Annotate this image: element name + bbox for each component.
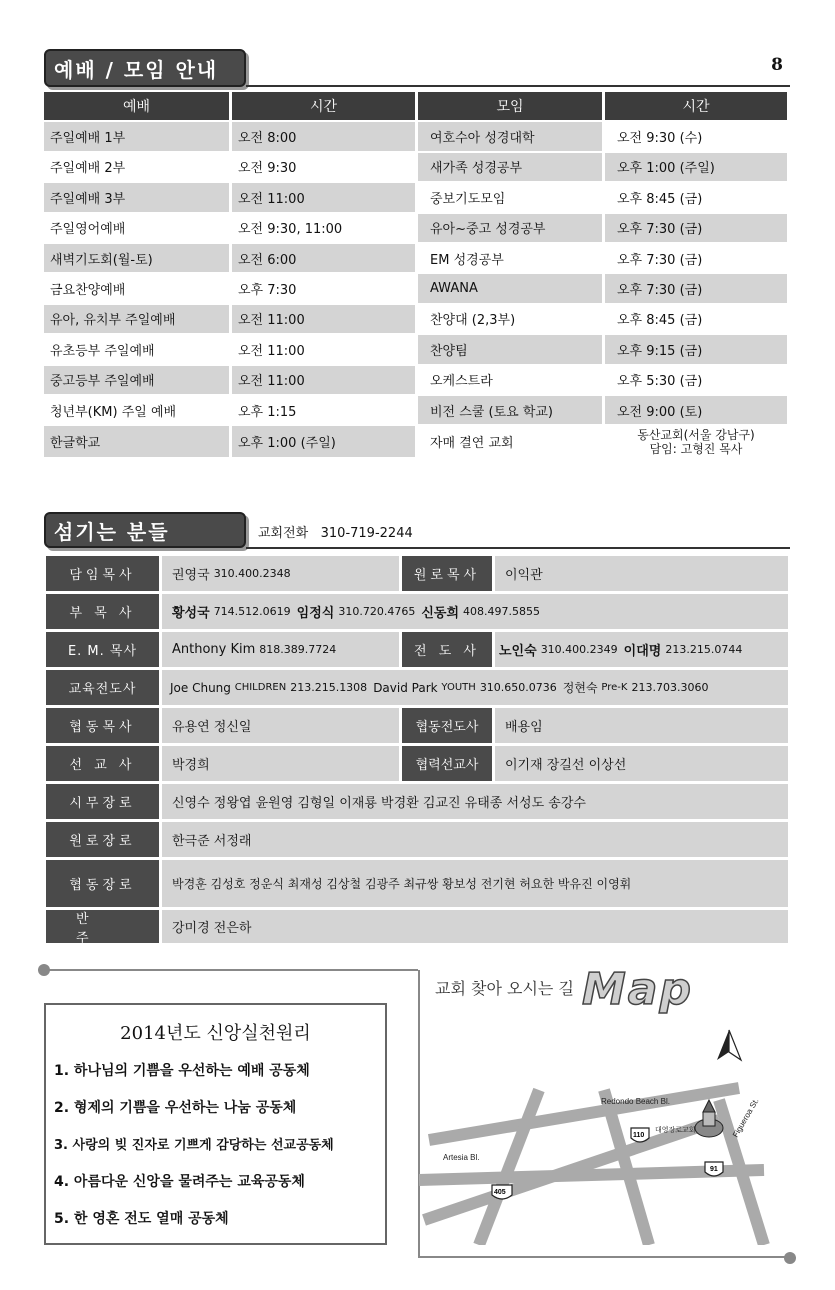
staff-label: 협동목사 [46, 708, 159, 743]
service-time: 오전 11:00 [232, 366, 415, 394]
north-arrow-icon [717, 1030, 741, 1060]
evangelist-2-tel: 213.215.0744 [665, 643, 743, 656]
service-time: 오전 8:00 [232, 122, 415, 150]
label-figueroa: Figueroa St. [730, 1096, 761, 1139]
meeting-name: 여호수아 성경대학 [418, 122, 602, 150]
staff-row [46, 632, 788, 667]
creed-list [46, 1051, 385, 1236]
staff-row [46, 822, 788, 857]
creed-item: 5. 한 영혼 전도 열매 공동체 [54, 1210, 229, 1227]
edu-1: Joe Chung [170, 680, 231, 695]
meeting-time: 오후 7:30 (금) [605, 274, 787, 302]
staff-label: 원로장로 [46, 822, 159, 857]
em-pastor-tel: 818.389.7724 [259, 643, 337, 656]
staff-value [162, 556, 399, 591]
evangelist-1: 노인숙 [499, 644, 537, 659]
header-meeting: 모임 [418, 92, 602, 120]
staff-value [162, 632, 399, 667]
service-time: 오전 11:00 [232, 305, 415, 333]
staff-row [46, 910, 788, 946]
connector-line [48, 969, 418, 971]
creed-title: 2014년도 신앙실천원리 [120, 1023, 311, 1044]
meeting-time: 오후 5:30 (금) [617, 374, 703, 390]
creed-item: 2. 형제의 기쁨을 우선하는 나눔 공동체 [54, 1099, 297, 1116]
staff-label: 선 교 사 [46, 746, 159, 781]
staff-label: E. M. 목사 [46, 632, 159, 667]
service-name: 중고등부 주일예배 [44, 366, 229, 394]
edu-1-tel: 213.215.1308 [290, 681, 368, 694]
service-name: 한글학교 [44, 426, 229, 457]
service-time: 오후 1:00 (주일) [232, 426, 415, 457]
header-meeting-time: 시간 [605, 92, 787, 120]
table-row [44, 305, 790, 335]
meeting-time: 오전 9:00 (토) [605, 396, 787, 424]
creed-box [44, 1003, 387, 1245]
service-time: 오후 1:15 [238, 404, 297, 420]
shield-110-label: 110 [633, 1132, 645, 1139]
assoc-pastor-1: 황성국 [172, 606, 210, 621]
staff-row [46, 860, 788, 907]
edu-2-tel: 310.650.0736 [479, 681, 557, 694]
staff-value [495, 632, 788, 667]
phone-number: 310-719-2244 [320, 526, 413, 541]
section-title-staff [44, 512, 246, 548]
service-name: 주일예배 2부 [50, 161, 126, 177]
meeting-name: 찬양대 (2,3부) [430, 313, 516, 329]
meeting-name: 찬양팀 [418, 335, 602, 363]
staff-value [162, 594, 788, 629]
edu-3: 정현숙 [562, 681, 598, 695]
service-name: 새벽기도회(월-토) [44, 244, 229, 272]
staff-row [46, 556, 788, 591]
staff-row [46, 746, 788, 781]
meeting-time [605, 426, 787, 457]
creed-item: 3. 사랑의 빚 진자로 기쁘게 감당하는 선교공동체 [54, 1138, 334, 1153]
assoc-pastor-3-tel: 408.497.5855 [463, 605, 541, 618]
service-name: 유아, 유치부 주일예배 [44, 305, 229, 333]
service-name: 주일예배 1부 [44, 122, 229, 150]
staff-label: 전 도 사 [402, 632, 492, 667]
meeting-name: 새가족 성경공부 [418, 153, 602, 181]
meeting-time: 오후 1:00 (주일) [605, 153, 787, 181]
label-artesia: Artesia Bl. [443, 1153, 480, 1162]
worship-schedule-table [44, 92, 790, 459]
edu-2: David Park [373, 680, 438, 695]
staff-row [46, 670, 788, 705]
evangelist-2: 이대명 [623, 644, 662, 659]
church-phone [258, 522, 413, 541]
map-wordmark: Map [582, 964, 693, 1015]
service-name: 주일예배 3부 [44, 183, 229, 211]
table-row [44, 335, 790, 365]
worship-rule [246, 85, 790, 87]
assoc-pastor-2: 임정식 [296, 606, 335, 621]
staff-label: 협동장로 [46, 860, 159, 907]
staff-table [46, 556, 788, 946]
service-name: 금요찬양예배 [50, 283, 126, 299]
staff-value: 신영수 정왕엽 윤원영 김형일 이재룡 박경환 김교진 유태종 서성도 송강수 [162, 784, 788, 819]
meeting-name: 유아~중고 성경공부 [418, 214, 602, 242]
service-time: 오후 7:30 [238, 283, 297, 299]
table-header-row [44, 92, 790, 122]
service-time: 오전 9:30, 11:00 [238, 222, 343, 238]
meeting-name: EM 성경공부 [430, 252, 504, 268]
edu-3-tel: 213.703.3060 [631, 681, 709, 694]
em-pastor: Anthony Kim [172, 642, 256, 657]
staff-value: 이익관 [495, 556, 788, 591]
service-time: 오전 9:30 [238, 161, 297, 177]
senior-pastor: 권영국 [172, 568, 210, 583]
edu-1-dept: CHILDREN [234, 682, 287, 693]
page-number: 8 [771, 55, 783, 75]
freeway-110-shield-icon [631, 1128, 649, 1142]
assoc-pastor-3: 신동희 [421, 606, 460, 621]
service-time: 오전 11:00 [232, 183, 415, 211]
header-service: 예배 [44, 92, 229, 120]
creed-item: 1. 하나님의 기쁨을 우선하는 예배 공동체 [54, 1062, 310, 1079]
staff-label: 협동전도사 [402, 708, 492, 743]
table-row [44, 396, 790, 426]
staff-row [46, 708, 788, 743]
staff-label: 담임목사 [46, 556, 159, 591]
assoc-pastor-2-tel: 310.720.4765 [338, 605, 416, 618]
table-row [44, 153, 790, 183]
road-diagonal [479, 1090, 539, 1245]
freeway-91-shield-icon [705, 1162, 723, 1176]
phone-label: 교회전화 [258, 526, 309, 541]
meeting-time: 오후 7:30 (금) [617, 252, 703, 268]
sister-church-name: 동산교회(서울 강남구) [637, 427, 755, 442]
table-row [44, 122, 790, 152]
connector-dot-right [784, 1252, 796, 1264]
sister-church-pastor: 담임: 고형진 목사 [649, 441, 743, 456]
meeting-time: 오후 8:45 (금) [617, 313, 703, 329]
staff-value [162, 670, 788, 705]
staff-label: 협력선교사 [402, 746, 492, 781]
header-service-time: 시간 [232, 92, 415, 120]
meeting-name: AWANA [418, 274, 602, 302]
meeting-name: 오케스트라 [430, 374, 493, 390]
table-row [44, 426, 790, 459]
shield-91-label: 91 [710, 1166, 718, 1173]
meeting-time: 오전 9:30 (수) [617, 131, 703, 147]
table-row [44, 366, 790, 396]
assoc-pastor-1-tel: 714.512.0619 [213, 605, 291, 618]
meeting-time: 오후 9:15 (금) [605, 335, 787, 363]
staff-value: 배용임 [495, 708, 788, 743]
road-110 [604, 1090, 649, 1245]
staff-label: 교육전도사 [46, 670, 159, 705]
meeting-name: 비전 스쿨 (토요 학교) [418, 396, 602, 424]
staff-value: 이기재 장길선 이상선 [495, 746, 788, 781]
evangelist-1-tel: 310.400.2349 [540, 643, 618, 656]
label-redondo-beach: Redondo Beach Bl. [601, 1097, 670, 1106]
staff-value: 유용연 정신일 [162, 708, 399, 743]
staff-value: 박경희 [162, 746, 399, 781]
freeway-405-shield-icon [492, 1185, 512, 1199]
table-row [44, 274, 790, 304]
senior-pastor-tel: 310.400.2348 [213, 567, 291, 580]
service-name: 주일영어예배 [50, 222, 126, 238]
table-row [44, 183, 790, 213]
map-title: 교회 찾아 오시는 길 [435, 979, 574, 998]
staff-value: 강미경 전은하 [162, 910, 788, 943]
staff-row [46, 594, 788, 629]
section-title-worship-text: 예배 / 모임 안내 [54, 57, 219, 82]
directions-map [419, 1020, 779, 1245]
section-title-worship [44, 49, 246, 87]
table-row [44, 244, 790, 274]
section-title-staff-text: 섬기는 분들 [54, 519, 170, 544]
staff-value: 한극준 서정래 [162, 822, 788, 857]
table-row [44, 214, 790, 244]
meeting-name: 중보기도모임 [430, 191, 506, 207]
service-time: 오전 11:00 [238, 343, 305, 359]
shield-405-label: 405 [494, 1189, 506, 1196]
staff-rule [246, 547, 790, 549]
staff-label: 시무장로 [46, 784, 159, 819]
church-label: 대영장로교회 [655, 1126, 696, 1134]
meeting-name: 자매 결연 교회 [430, 436, 514, 452]
staff-label: 반 주 [46, 910, 159, 943]
meeting-time: 오후 7:30 (금) [605, 214, 787, 242]
staff-value: 박경훈 김성호 정운식 최재성 김상철 김광주 최규쌍 황보성 전기현 허요한 박유진 이영휘 [162, 860, 788, 907]
service-name: 청년부(KM) 주일 예배 [50, 404, 177, 420]
service-name: 유초등부 주일예배 [50, 343, 155, 359]
meeting-time: 오후 8:45 (금) [617, 191, 703, 207]
creed-item: 4. 아름다운 신앙을 물려주는 교육공동체 [54, 1173, 305, 1190]
staff-label: 부 목 사 [46, 594, 159, 629]
staff-label: 원로목사 [402, 556, 492, 591]
service-time: 오전 6:00 [232, 244, 415, 272]
edu-3-dept: Pre-K [601, 682, 628, 693]
staff-row [46, 784, 788, 819]
edu-2-dept: YOUTH [441, 682, 476, 693]
